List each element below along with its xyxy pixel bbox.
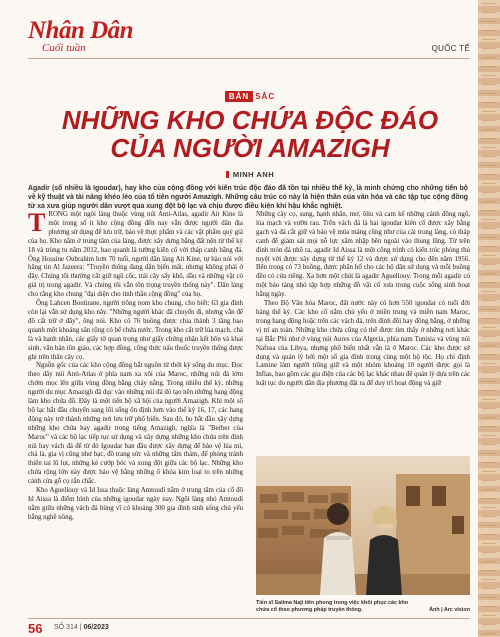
- issue-label: SỐ 314: [54, 624, 78, 631]
- lede-paragraph: Agadir (số nhiều là Igoudar), hay kho của cộng đồng với kiến trúc độc đáo đã tồn tại nhiều thế kỷ, là minh chứng cho những tiến bộ về kỹ thuật và tài năng khéo léo của tổ tiên người Amazigh. Những câu trúc có này là hiện thân của văn hóa và các tập tục cộng đồng từ xa xưa giúp người dân vượt qua xung đột bộ lạc và chịu được điều kiện khí hậu khắc nghiệt.: [28, 185, 468, 211]
- byline: [0, 170, 500, 179]
- photo-illustration: [256, 456, 470, 595]
- headline-line2: CỦA NGƯỜI AMAZIGH: [110, 133, 390, 163]
- logo-main-text: Nhân Dân: [28, 17, 134, 44]
- kicker: [0, 92, 500, 101]
- photo-credit: Ảnh | Arc vision: [429, 607, 470, 613]
- body-column-2: [256, 211, 470, 389]
- logo-sub-text: Cuối tuần: [42, 42, 86, 54]
- body-paragraph: Theo Bộ Văn hóa Maroc, đất nước này có hơn 550 igoudar có tuổi đời hàng thế kỷ. Các kho cổ nằm chủ yếu ở miền trung và miền nam Maroc, trong hang động hoặc trên các vách đá, trên đỉnh đồi hay đồng bằng, ở những vị trí an toàn. Những kho chứa cũng có thể được tìm thấy ở những nơi khác tại Bắc Phi như ở vùng núi Aures của Algeria, phía nam Tunisia và vùng núi Nafusa của Libya, nhưng phổ biến nhất vẫn là ở Maroc. Các kho được sử dụng và quản lý bởi một số gia đình trong cùng một bộ tộc. Họ chỉ định Lamine làm người trông giữ và một nhóm khoảng 10 người được gọi là Inflas, bao gồm các gia điện của các bộ lạc khác nhau để quản lý dựa trên các luật tục do người dân địa phương đặt ra để duy trì hoạt động và giữ: [256, 300, 470, 388]
- kicker-part2: SẮC: [255, 92, 276, 101]
- header-divider: [28, 58, 470, 59]
- kicker-part1: BẢN: [225, 91, 253, 102]
- body-paragraph-text: RONG một ngôi làng thuộc vùng núi Anti-Atlas, agadir Ait Kine là một trong số ít kho cộng đồng đến nay vẫn được người dân địa phương sử dụng để lưu trữ, bảo vệ thực phẩm và các vật phẩm quý giá của họ. Kho nằm ở trung tâm của làng, được xây dựng bằng đất nện từ thế kỷ 18 và trùng tu năm 2012, bao quanh là tường kiên cố với tháp canh bằng đá. Ông Hossine Oubrahim hơn 70 tuổi, người dân làng Ait Kine, tự hào nói với hãng tin Al Jazeera: "Truyền thống đang dần biến mất, nhưng không phải ở đây. Chúng tôi thường cất giữ ngũ cốc, trái cây sấy khô, dầu và những vật có giá trị trong agadir. Và chúng tôi vẫn tôn trọng truyền thống này". Dân làng cho rằng kho chung "đại diện cho tinh thần cộng đồng" của họ.: [28, 211, 243, 299]
- page-number: 56: [28, 621, 43, 636]
- drop-cap: T: [28, 208, 46, 237]
- body-column-1: [28, 208, 243, 523]
- article-photo: [256, 456, 470, 595]
- byline-marker: [226, 171, 229, 178]
- issue-date: 06/2023: [83, 624, 109, 631]
- headline-line1: NHỮNG KHO CHỨA ĐỘC ĐÁO: [61, 105, 439, 135]
- body-paragraph: Ông Lahcen Boutirane, người trông nom kho chung, cho biết: 63 gia đình còn lại vẫn sử dụng kho này. "Những người khác đã chuyển đi, nhưng vẫn để đồ cất trữ ở đây", ông nói. Kho có 76 buồng được chia thành 3 tầng bao quanh một khoảng sân rộng có bể chứa nước. Trong kho cất trữ lúa mạch, chà là và hạnh nhân, các giấy tờ quan trọng như giấy chứng nhận kết hôn và khai sinh, văn bản tôn giáo, các hợp đồng, công thức nấu thuốc truyền thống được ghi trên thân cây cọ.: [28, 300, 243, 361]
- issue-info: SỐ 314 | 06/2023: [54, 624, 109, 631]
- author-name: MINH ANH: [232, 170, 275, 179]
- section-label: QUỐC TẾ: [431, 44, 470, 53]
- photo-caption: Tiến sĩ Salima Naji tiên phong trong việc khôi phục các kho chứa cổ theo phương pháp truyền thống.: [256, 600, 409, 613]
- body-paragraph: Những cây cọ, sung, hạnh nhân, mơ, ôliu và cam kế những cánh đồng ngô, lúa mạch và vườn rau. Trên vách đá là hai igoudar kiên cố được xây bằng gạch và đá cắt giữ và bảo vệ mùa màng cũng như của cải trong làng, có tháp canh để giám sát mọi nỗ lực xâm nhập bên ngoài vào thung lũng. Từ trên đỉnh mòn đá nhô ra, agadir Id Aissa là một công trình có kiến trúc phòng thủ tuyệt vời được xây dựng từ thế kỷ 12 và được sử dụng cho đến năm 1956. Bên trong có 73 buồng, được phân bổ cho các hộ dân sử dụng và mỗi buồng đều có cửa riêng. Xa hơn một chút là agadir Aguellouy. Trong mỗi agadir có một bảo tàng nhỏ tập hợp những đồ vật cổ xưa trong cuộc sống sinh hoạt hằng ngày.: [256, 211, 470, 299]
- body-paragraph: [28, 208, 243, 300]
- body-paragraph: Nguồn gốc của các kho cộng đồng bắt nguồn từ thời kỳ sống du mục. Đọc theo dãy núi Anti-Atlas ở phía nam xa xôi của Maroc, những núi đá lởm chởm mọc lên giữa vùng đồng bằng cháy nắng. Trong nhiều thế kỷ, những người du mục Amazigh đã dục vào những núi đá đó tạo nên những hang động làm kho chứa đồ. Đây là một tiến bộ xã hội của người Amazigh. Khi một số bộ lạc bắt đầu chuyển sang lối sống ổn định hơn vào thế kỷ 16, 17, các hang động này trở thành những nơi lưu trữ phổ biến. Sau đó, họ bắt đầu xây dựng những kho chứa hay agadir trong tiếng Amazigh, nghĩa là "Berber của Maroc" và các bộ lạc tiếp tục sử dụng và xây dựng những kho chứa trên đỉnh núi hay vách đá để từ đó Igoudar ban đầu được xây dựng để bảo vệ lúa mì, chà là, gia vị cũng như bạc, đồ trang sức và những tấm thảm, để phòng tránh thiên tai lũ lụt, những kẻ cướp bóc và xung đột giữa các bộ lạc. Những kho chứa rộng lớn này được bảo vệ bằng những ổ khóa kim loại to trên những cánh cửa gỗ cọ rắn chắc.: [28, 362, 243, 486]
- body-paragraph: Kho Aguellouy và Id Issa thuộc làng Amtoudi nằm ở trung tâm của cố đô Id Aissa là điểm hình của những igoudar ngày nay. Ngôi làng nhỏ Amtoudi nằm giữa những vách đá hùng vĩ có khoảng 300 gia đình sinh sống chủ yếu bằng nghề nông,: [28, 487, 243, 521]
- footer-divider: [28, 618, 470, 619]
- newspaper-logo: [28, 18, 146, 62]
